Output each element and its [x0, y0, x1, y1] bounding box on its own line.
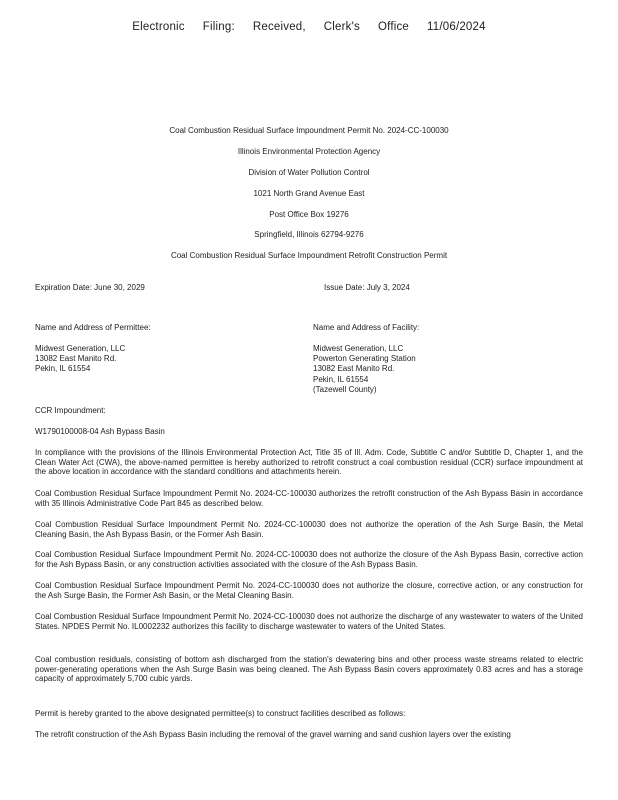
filing-stamp-clerks: Clerk's [323, 21, 360, 33]
paragraph-closure-not-authorized: Coal Combustion Residual Surface Impoundment Permit No. 2024-CC-100030 does not authorize the closure of the Ash Bypass Basin, corrective action for the Ash Bypass Basin, or any construction activities associated with the closure of the Ash Bypass Basin. [35, 550, 583, 569]
paragraph-operation-not-authorized: Coal Combustion Residual Surface Impoundment Permit No. 2024-CC-100030 does not authorize the operation of the Ash Surge Basin, the Metal Cleaning Basin, the Ash Bypass Basin, or the Former Ash Basin. [35, 520, 583, 539]
ccr-impoundment-heading: CCR Impoundment: [35, 406, 106, 415]
division-name: Division of Water Pollution Control [248, 168, 370, 177]
filing-stamp-received: Received, [252, 21, 306, 33]
paragraph-ccr-description: Coal combustion residuals, consisting of bottom ash discharged from the station's dewatering bins and other process waste streams related to electric power-generating operations when the Ash Surge Basin was being cleaned. The Ash Bypass Basin covers approximately 0.83 acres and has a storage capacity of approximately 5,700 cubic yards. [35, 655, 583, 684]
issue-date: Issue Date: July 3, 2024 [324, 283, 410, 292]
agency-address-line-2: Post Office Box 19276 [269, 210, 349, 219]
facility-county: (Tazewell County) [313, 385, 377, 394]
facility-owner: Midwest Generation, LLC [313, 344, 404, 353]
agency-name: Illinois Environmental Protection Agency [237, 147, 381, 156]
filing-stamp-office: Office [377, 21, 410, 33]
permit-title: Coal Combustion Residual Surface Impoundment Permit No. 2024-CC-100030 [169, 126, 449, 135]
filing-stamp [0, 21, 618, 33]
facility-street: 13082 East Manito Rd. [313, 364, 395, 373]
paragraph-compliance: In compliance with the provisions of the Illinois Environmental Protection Act, Title 35 of Ill. Adm. Code, Subtitle C and/or Subtitle D, Chapter 1, and the Clean Water Act (CWA), the above-named permittee is hereby authorized to retrofit construct a coal combustion residual (CCR) surface impoundment at the above location in accordance with the standard conditions and attachments herein. [35, 448, 583, 477]
facility-heading: Name and Address of Facility: [313, 323, 420, 332]
agency-address-line-1: 1021 North Grand Avenue East [253, 189, 365, 198]
paragraph-discharge: Coal Combustion Residual Surface Impoundment Permit No. 2024-CC-100030 does not authorize the discharge of any wastewater to waters of the United States. NPDES Permit No. IL0002232 authorizes this facility to discharge wastewater to waters of the United States. [35, 612, 583, 631]
agency-address-line-3: Springfield, Illinois 62794-9276 [254, 230, 364, 239]
paragraph-permit-granted: Permit is hereby granted to the above designated permittee(s) to construct facilities described as follows: [35, 709, 406, 718]
permittee-name: Midwest Generation, LLC [35, 344, 126, 353]
ccr-impoundment-id: W1790100008-04 Ash Bypass Basin [35, 427, 165, 436]
permit-type: Coal Combustion Residual Surface Impoundment Retrofit Construction Permit [170, 251, 448, 260]
expiration-date: Expiration Date: June 30, 2029 [35, 283, 145, 292]
paragraph-other-basins: Coal Combustion Residual Surface Impoundment Permit No. 2024-CC-100030 does not authorize the closure, corrective action, or any construction for the Ash Surge Basin, the Former Ash Basin, or the Metal Cleaning Basin. [35, 581, 583, 600]
paragraph-construction-description: The retrofit construction of the Ash Bypass Basin including the removal of the gravel warning and sand cushion layers over the existing [35, 730, 511, 739]
paragraph-retrofit-authorization: Coal Combustion Residual Surface Impoundment Permit No. 2024-CC-100030 authorizes the retrofit construction of the Ash Bypass Basin in accordance with 35 Illinois Administrative Code Part 845 as described below. [35, 489, 583, 508]
filing-stamp-filing: Filing: [202, 21, 235, 33]
permittee-city: Pekin, IL 61554 [35, 364, 91, 373]
facility-city: Pekin, IL 61554 [313, 375, 369, 384]
facility-station: Powerton Generating Station [313, 354, 416, 363]
permittee-heading: Name and Address of Permittee: [35, 323, 151, 332]
filing-stamp-electronic: Electronic [132, 21, 185, 33]
permittee-street: 13082 East Manito Rd. [35, 354, 117, 363]
filing-stamp-date: 11/06/2024 [427, 21, 486, 33]
